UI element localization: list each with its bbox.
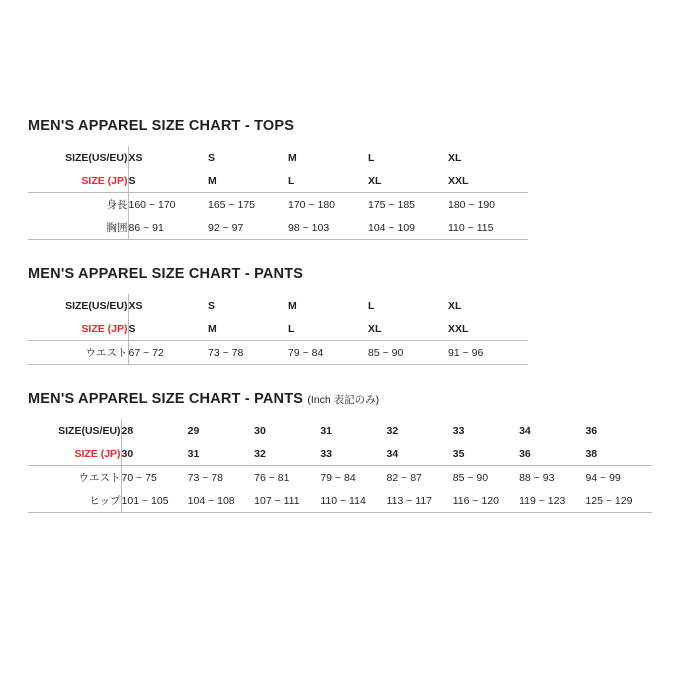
table-cell: 30 [121, 442, 188, 466]
row-label: 身長 [28, 193, 128, 217]
table-cell: 91 ~ 96 [448, 341, 528, 365]
row-label: ウエスト [28, 466, 121, 490]
table-cell: 29 [187, 424, 200, 437]
table-cell: S [128, 317, 208, 341]
table-cell: XS [128, 299, 143, 312]
page-title-pants-inch [28, 391, 652, 407]
table-cell: 33 [452, 424, 465, 437]
table-row [28, 442, 652, 466]
table-cell: 119 ~ 123 [519, 489, 585, 513]
table-cell: 175 ~ 185 [368, 198, 416, 211]
table-row [28, 341, 528, 365]
table-cell: 73 ~ 78 [187, 471, 223, 484]
table-cell: 35 [453, 442, 519, 466]
table-cell: 30 [254, 424, 266, 437]
table-cell: 36 [585, 424, 598, 437]
table-cell: 104 ~ 108 [188, 489, 255, 513]
table-cell: M [288, 151, 297, 164]
size-table-pants-cm [28, 294, 528, 365]
table-cell: XS [128, 151, 143, 164]
table-cell: 34 [387, 442, 453, 466]
table-cell: 38 [585, 442, 652, 466]
table-cell: XXL [448, 317, 528, 341]
table-cell: 104 ~ 109 [368, 216, 448, 240]
table-row [28, 419, 652, 442]
table-cell: L [288, 317, 368, 341]
table-cell: L [368, 151, 375, 164]
table-cell: 70 ~ 75 [121, 471, 157, 484]
page-title-tops [28, 118, 652, 134]
table-cell: 85 ~ 90 [368, 341, 448, 365]
row-label: SIZE(US/EU) [28, 419, 121, 442]
size-chart-block-pants-cm [28, 266, 652, 365]
table-row [28, 466, 652, 490]
table-cell: 94 ~ 99 [585, 471, 621, 484]
table-cell: S [128, 169, 208, 193]
table-cell: 170 ~ 180 [288, 198, 336, 211]
table-cell: 31 [320, 424, 333, 437]
table-cell: 125 ~ 129 [585, 489, 652, 513]
table-cell: 31 [188, 442, 255, 466]
table-cell: 73 ~ 78 [208, 341, 288, 365]
table-cell: XL [368, 169, 448, 193]
table-row [28, 193, 528, 217]
size-chart-block-pants-inch [28, 391, 652, 513]
table-cell: M [208, 317, 288, 341]
table-row [28, 489, 652, 513]
table-cell: 76 ~ 81 [254, 471, 290, 484]
table-cell: 34 [519, 424, 531, 437]
chart-title-text-tops: MEN'S APPAREL SIZE CHART - TOPS [28, 118, 295, 134]
table-cell: 85 ~ 90 [452, 471, 489, 484]
table-cell: XL [368, 317, 448, 341]
table-cell: 110 ~ 115 [448, 216, 528, 240]
table-cell: M [288, 299, 297, 312]
table-cell: 180 ~ 190 [448, 198, 496, 211]
size-table-pants-inch [28, 419, 652, 513]
table-cell: 79 ~ 84 [320, 471, 356, 484]
table-cell: 160 ~ 170 [128, 198, 176, 211]
table-cell: 79 ~ 84 [288, 341, 368, 365]
row-label: ウエスト [28, 341, 128, 365]
chart-title-text-pants-inch: MEN'S APPAREL SIZE CHART - PANTS [28, 391, 304, 407]
row-label: SIZE (JP) [28, 169, 128, 193]
table-row [28, 169, 528, 193]
table-cell: L [288, 169, 368, 193]
table-cell: M [208, 169, 288, 193]
table-cell: 101 ~ 105 [121, 489, 188, 513]
table-cell: S [208, 151, 216, 164]
table-cell: 36 [519, 442, 585, 466]
table-row [28, 317, 528, 341]
table-row [28, 294, 528, 317]
row-label: SIZE(US/EU) [28, 146, 128, 169]
table-cell: 67 ~ 72 [128, 341, 208, 365]
table-cell: 28 [121, 424, 134, 437]
table-cell: 82 ~ 87 [386, 471, 422, 484]
table-cell: 32 [254, 442, 320, 466]
page-title-pants-cm [28, 266, 652, 282]
table-cell: 33 [320, 442, 386, 466]
table-cell: XL [448, 151, 462, 164]
row-label: SIZE (JP) [28, 317, 128, 341]
table-cell: 116 ~ 120 [453, 489, 519, 513]
table-cell: 110 ~ 114 [320, 489, 386, 513]
size-table-tops [28, 146, 528, 240]
table-cell: XL [448, 299, 462, 312]
row-label: 胸囲 [28, 216, 128, 240]
table-cell: 92 ~ 97 [208, 216, 288, 240]
size-chart-block-tops [28, 118, 652, 240]
table-cell: 165 ~ 175 [208, 198, 256, 211]
table-cell: 98 ~ 103 [288, 216, 368, 240]
table-cell: S [208, 299, 216, 312]
table-cell: 113 ~ 117 [387, 489, 453, 513]
row-label: SIZE (JP) [28, 442, 121, 466]
chart-title-text-pants-cm: MEN'S APPAREL SIZE CHART - PANTS [28, 266, 304, 282]
table-cell: 32 [386, 424, 399, 437]
table-cell: XXL [448, 169, 528, 193]
table-row [28, 146, 528, 169]
table-cell: 86 ~ 91 [128, 216, 208, 240]
table-cell: 88 ~ 93 [519, 471, 555, 484]
chart-title-note: (Inch 表記のみ) [307, 394, 380, 406]
row-label: SIZE(US/EU) [28, 294, 128, 317]
table-row [28, 216, 528, 240]
row-label: ヒップ [28, 489, 121, 513]
table-cell: 107 ~ 111 [254, 489, 320, 513]
table-cell: L [368, 299, 375, 312]
